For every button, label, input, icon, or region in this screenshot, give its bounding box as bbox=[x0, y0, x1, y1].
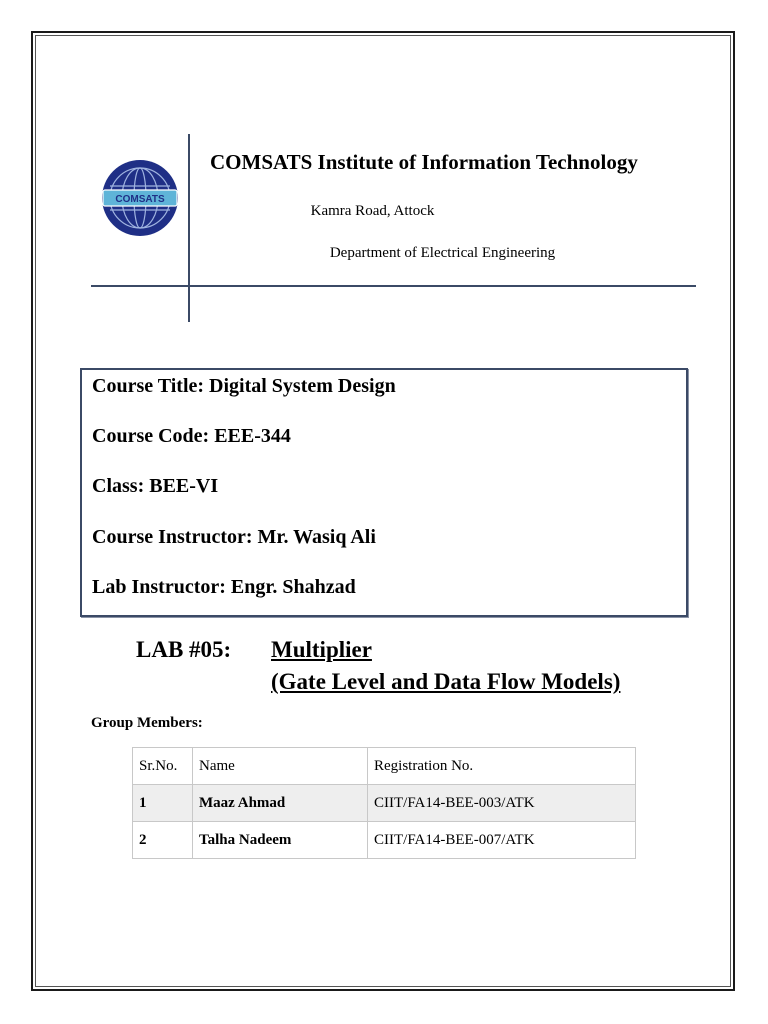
column-header-registration: Registration No. bbox=[368, 748, 636, 785]
member-registration: CIIT/FA14-BEE-003/ATK bbox=[368, 785, 636, 822]
group-members-table bbox=[132, 747, 636, 859]
course-instructor: Course Instructor: Mr. Wasiq Ali bbox=[92, 526, 376, 548]
member-srno: 1 bbox=[133, 785, 193, 822]
member-srno: 2 bbox=[133, 822, 193, 859]
member-name: Talha Nadeem bbox=[193, 822, 368, 859]
lab-instructor: Lab Instructor: Engr. Shahzad bbox=[92, 576, 356, 598]
member-name: Maaz Ahmad bbox=[193, 785, 368, 822]
group-members-label: Group Members: bbox=[91, 715, 203, 731]
header-horizontal-rule bbox=[91, 285, 696, 287]
header-vertical-rule bbox=[188, 134, 190, 322]
institute-name: COMSATS Institute of Information Technology bbox=[210, 150, 638, 174]
course-code: Course Code: EEE-344 bbox=[92, 425, 291, 447]
department-name: Department of Electrical Engineering bbox=[329, 245, 556, 261]
table-header-row bbox=[133, 748, 636, 785]
member-registration: CIIT/FA14-BEE-007/ATK bbox=[368, 822, 636, 859]
lab-title-line1: Multiplier bbox=[271, 637, 372, 662]
course-info-box bbox=[80, 368, 688, 617]
column-header-srno: Sr.No. bbox=[133, 748, 193, 785]
course-class: Class: BEE-VI bbox=[92, 475, 219, 497]
logo-text: COMSATS bbox=[115, 194, 165, 205]
lab-number: LAB #05: bbox=[136, 637, 232, 662]
course-title: Course Title: Digital System Design bbox=[92, 375, 396, 397]
column-header-name: Name bbox=[193, 748, 368, 785]
institute-address: Kamra Road, Attock bbox=[310, 203, 435, 219]
lab-title-line2: (Gate Level and Data Flow Models) bbox=[271, 669, 621, 694]
table-row bbox=[133, 822, 636, 859]
comsats-logo bbox=[100, 158, 180, 238]
table-row bbox=[133, 785, 636, 822]
